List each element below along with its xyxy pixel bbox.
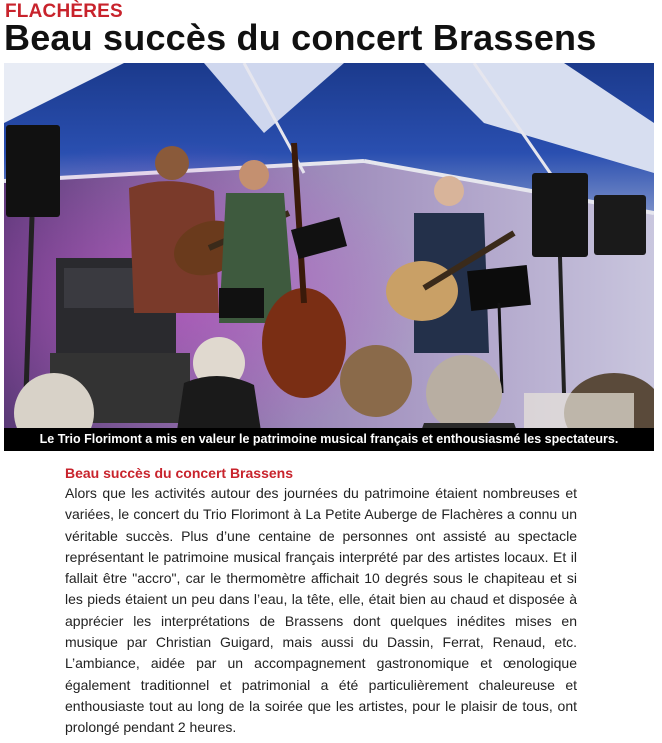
kicker-location: FLACHÈRES — [5, 1, 123, 22]
concert-photo — [4, 63, 654, 451]
headline: Beau succès du concert Brassens — [4, 17, 597, 58]
photo-caption: Le Trio Florimont a mis en valeur le patrimoine musical français et enthousiasmé les spectateurs. — [4, 428, 654, 451]
article-subheading: Beau succès du concert Brassens — [65, 465, 293, 481]
concert-photo-illustration — [4, 63, 654, 451]
article-body: Alors que les activités autour des journées du patrimoine étaient nombreuses et variées, le concert du Trio Florimont à La Petite Auberge de Flachères a connu un véritable succès. Plus d’une centaine de personnes ont assisté au spectacle représentant le patrimoine musical français interprété par des artistes locaux. Et il fallait être "accro", car le thermomètre affichait 10 degrés sous le chapiteau et si les pieds étaient un peu dans l’eau, la tête, elle, était bien au chaud et disposée à apprécier les interprétations de Brassens dont quelques inédites mises en musique par Christian Guigard, mais aussi du Dassin, Ferrat, Renaud, etc. L’ambiance, aidée par un accompagnement gastronomique et œnologique également traditionnel et patrimonial a été particulièrement chaleureuse et enthousiaste tout au long de la soirée que les artistes, pour le plaisir de tous, ont prolongé pendant 2 heures. — [65, 485, 577, 736]
